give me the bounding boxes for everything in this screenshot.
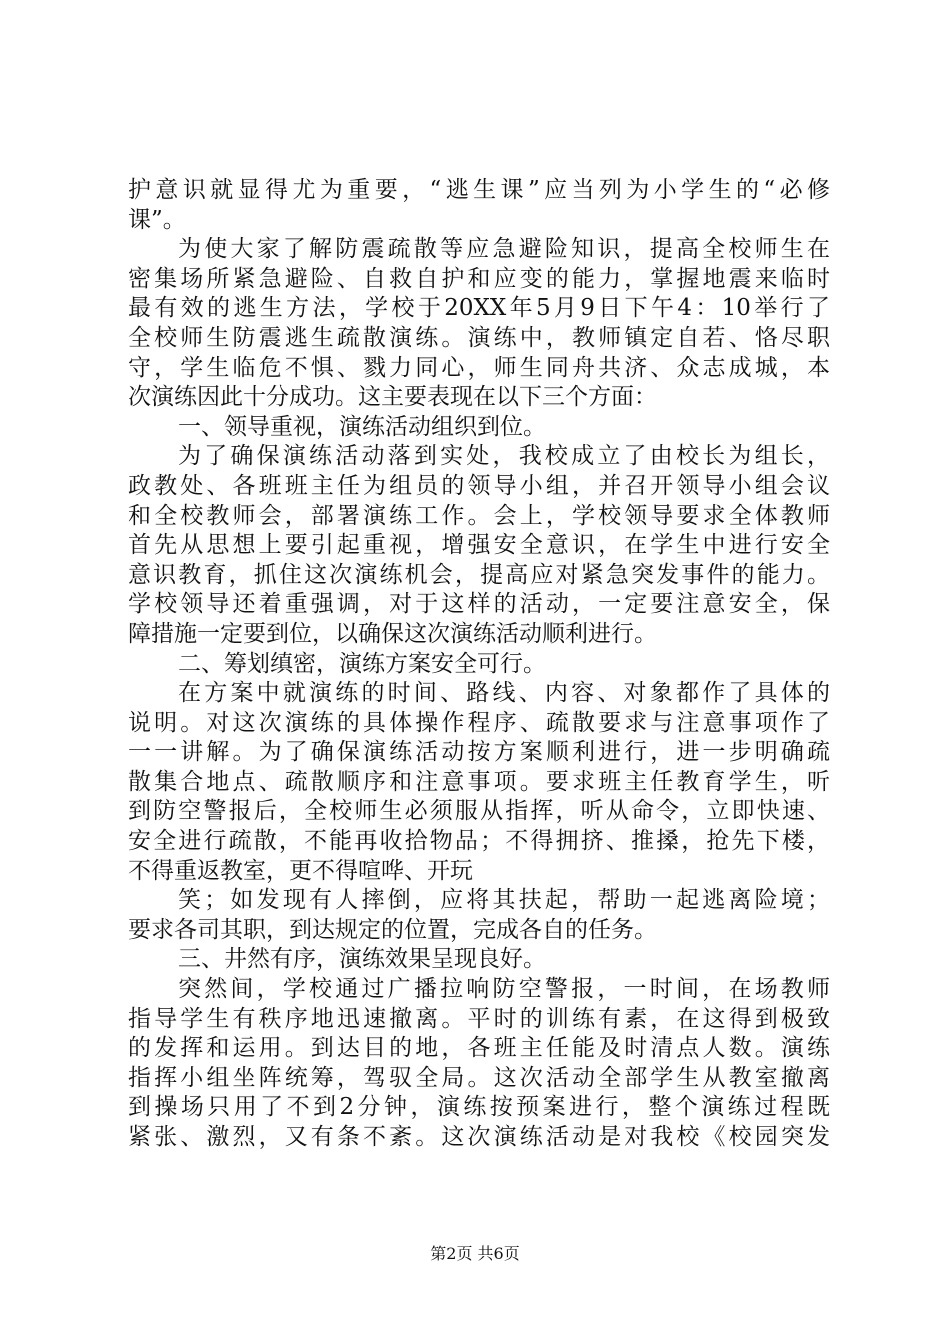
text-line: 到操场只用了不到2分钟，演练按预案进行，整个演练过程既 [128, 1094, 830, 1121]
text-line: 要求各司其职，到达规定的位置，完成各自的任务。 [128, 916, 657, 943]
text-line: 指导学生有秩序地迅速撤离。平时的训练有素，在这得到极致 [128, 1005, 830, 1032]
text-line: 指挥小组坐阵统筹，驾驭全局。这次活动全部学生从教室撤离 [128, 1064, 830, 1091]
text-line: 障措施一定要到位，以确保这次演练活动顺利进行。 [128, 620, 657, 647]
text-line: 不得重返教室，更不得喧哗、开玩 [128, 857, 473, 884]
text-line: 护意识就显得尤为重要，“逃生课”应当列为小学生的“必修 [128, 177, 830, 203]
text-line: 突然间，学校通过广播拉响防空警报，一时间，在场教师 [178, 976, 830, 1003]
text-line: 紧张、激烈，又有条不紊。这次演练活动是对我校《校园突发 [128, 1124, 830, 1150]
text-line: 意识教育，抓住这次演练机会，提高应对紧急突发事件的能力。 [128, 561, 830, 588]
text-line: 课”。 [128, 206, 186, 233]
text-line: 和全校教师会，部署演练工作。会上，学校领导要求全体教师 [128, 502, 830, 529]
text-line: 最有效的逃生方法，学校于20XX年5月9日下午4：10举行了 [128, 295, 830, 322]
text-line: 说明。对这次演练的具体操作程序、疏散要求与注意事项作了 [128, 709, 830, 736]
text-line: 守，学生临危不惧、戮力同心，师生同舟共济、众志成城，本 [128, 354, 830, 381]
text-line: 笑；如发现有人摔倒，应将其扶起，帮助一起逃离险境； [178, 887, 830, 914]
text-line: 到防空警报后，全校师生必须服从指挥，听从命令，立即快速、 [128, 798, 830, 825]
text-line: 的发挥和运用。到达目的地，各班主任能及时清点人数。演练 [128, 1035, 830, 1062]
text-line: 二、筹划缜密，演练方案安全可行。 [178, 650, 546, 677]
text-line: 密集场所紧急避险、自救自护和应变的能力，掌握地震来临时 [128, 265, 830, 292]
text-line: 全校师生防震逃生疏散演练。演练中，教师镇定自若、恪尽职 [128, 324, 830, 351]
text-line: 在方案中就演练的时间、路线、内容、对象都作了具体的 [178, 680, 830, 707]
text-line: 首先从思想上要引起重视，增强安全意识，在学生中进行安全 [128, 532, 830, 559]
text-line: 为了确保演练活动落到实处，我校成立了由校长为组长， [178, 443, 830, 470]
text-line: 学校领导还着重强调，对于这样的活动，一定要注意安全，保 [128, 591, 830, 618]
text-line: 散集合地点、疏散顺序和注意事项。要求班主任教育学生，听 [128, 768, 830, 795]
text-line: 三、井然有序，演练效果呈现良好。 [178, 946, 546, 973]
text-line: 一一讲解。为了确保演练活动按方案顺利进行，进一步明确疏 [128, 739, 830, 766]
text-line: 为使大家了解防震疏散等应急避险知识，提高全校师生在 [178, 236, 830, 263]
text-line: 一、领导重视，演练活动组织到位。 [178, 413, 546, 440]
page-footer: 第2页 共6页 [430, 1244, 520, 1263]
text-line: 安全进行疏散，不能再收拾物品；不得拥挤、推搡，抢先下楼， [128, 828, 830, 855]
text-line: 次演练因此十分成功。这主要表现在以下三个方面： [128, 384, 657, 411]
text-line: 政教处、各班班主任为组员的领导小组，并召开领导小组会议 [128, 472, 830, 499]
document-body [128, 176, 830, 1153]
